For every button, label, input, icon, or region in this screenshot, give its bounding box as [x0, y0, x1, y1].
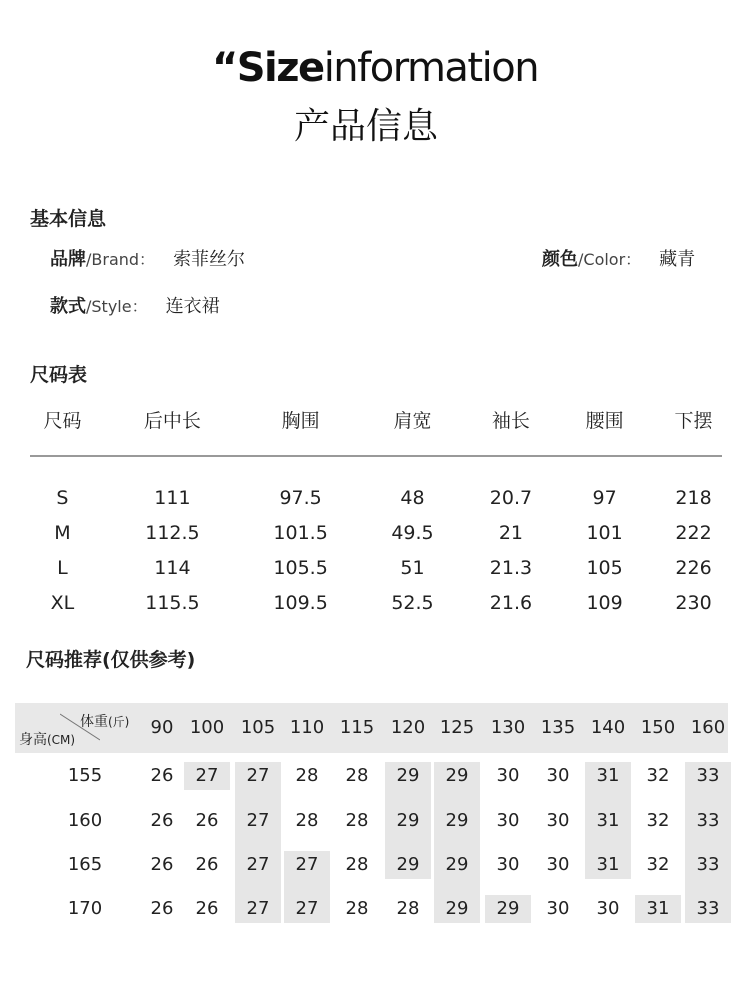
shade-connector — [685, 790, 731, 807]
waist-cell: 109 — [586, 591, 623, 614]
color-value: 藏青 — [659, 249, 696, 270]
bust-cell: 109.5 — [273, 591, 328, 614]
hem-cell: 230 — [675, 591, 712, 614]
shoulder-cell: 48 — [400, 486, 425, 509]
color-key: 颜色 — [542, 249, 578, 270]
sleeve-cell: 20.7 — [489, 486, 533, 509]
size-recommend-cell: 27 — [235, 895, 281, 923]
shade-connector — [385, 790, 431, 807]
size-recommend-cell: 30 — [496, 765, 520, 786]
size-recommend-cell: 29 — [485, 895, 531, 923]
size-recommend-cell: 33 — [685, 762, 731, 790]
size-recommend-cell: 27 — [284, 895, 330, 923]
weight-unit: (斤) — [108, 715, 130, 729]
title-quote: “ — [211, 45, 237, 91]
brand-key-en: /Brand： — [86, 250, 156, 269]
weight-col-header: 100 — [189, 717, 225, 738]
size-header: 尺码 — [43, 409, 82, 432]
shade-connector — [235, 790, 281, 807]
size-recommend-cell: 29 — [434, 895, 480, 923]
size-recommend-cell: 26 — [195, 810, 219, 831]
size-recommend-cell: 27 — [235, 807, 281, 835]
weight-label: 体重 — [80, 714, 108, 730]
size-recommend-cell: 29 — [385, 807, 431, 835]
size-recommend-cell: 30 — [496, 854, 520, 875]
page-title-en — [0, 45, 750, 91]
sleeve-header: 袖长 — [491, 409, 530, 432]
size-recommend-cell: 31 — [585, 851, 631, 879]
height-row-header: 155 — [67, 765, 103, 786]
waist-header: 腰围 — [585, 409, 624, 432]
sleeve-cell: 21.6 — [489, 591, 533, 614]
bust-cell: 101.5 — [273, 521, 328, 544]
size-recommend-cell: 30 — [546, 765, 570, 786]
weight-col-header: 105 — [240, 717, 276, 738]
back-length-cell: 115.5 — [145, 591, 200, 614]
size-recommend-cell: 28 — [345, 854, 369, 875]
shoulder-header: 肩宽 — [393, 409, 432, 432]
size-recommend-cell: 28 — [295, 810, 319, 831]
back-length-cell: 112.5 — [145, 521, 200, 544]
size-row — [18, 550, 738, 585]
shade-connector — [585, 835, 631, 851]
page-title-cn: 产品信息 — [293, 106, 438, 147]
waist-cell: 101 — [586, 521, 623, 544]
shoulder-cell: 49.5 — [391, 521, 434, 544]
shoulder-cell: 52.5 — [391, 591, 434, 614]
size-recommend-cell: 26 — [195, 898, 219, 919]
color-key-en: /Color： — [578, 250, 642, 269]
bust-cell: 105.5 — [273, 556, 328, 579]
size-recommend-cell: 30 — [546, 810, 570, 831]
back-length-header: 后中长 — [143, 409, 201, 432]
height-unit: (CM) — [47, 733, 76, 747]
shade-connector — [235, 879, 281, 895]
size-recommend-cell: 29 — [434, 807, 480, 835]
size-recommend-cell: 28 — [396, 898, 420, 919]
weight-col-header: 110 — [289, 717, 325, 738]
weight-col-header: 115 — [339, 717, 375, 738]
size-recommend-cell: 32 — [646, 810, 670, 831]
shade-connector — [685, 879, 731, 895]
title-bold: Size — [236, 45, 324, 91]
size-row — [18, 515, 738, 550]
size-cell: S — [56, 486, 69, 509]
waist-cell: 105 — [586, 556, 623, 579]
size-spacer-row — [18, 438, 738, 480]
size-cell: L — [57, 556, 68, 579]
bust-cell: 97.5 — [279, 486, 322, 509]
size-cell: XL — [50, 591, 75, 614]
size-recommend-cell: 29 — [385, 851, 431, 879]
weight-col-header: 135 — [540, 717, 576, 738]
size-recommend-cell: 28 — [345, 898, 369, 919]
size-recommend-cell: 26 — [195, 854, 219, 875]
shade-connector — [434, 790, 480, 807]
back-length-cell: 114 — [154, 556, 191, 579]
brand-key: 品牌 — [50, 249, 86, 270]
size-recommend-cell: 32 — [646, 765, 670, 786]
size-chart-header-row — [18, 400, 738, 438]
weight-col-header: 120 — [390, 717, 426, 738]
waist-cell: 97 — [592, 486, 617, 509]
size-recommend-cell: 26 — [150, 810, 174, 831]
weight-col-header: 150 — [640, 717, 676, 738]
hem-header: 下摆 — [674, 409, 713, 432]
style-value: 连衣裙 — [165, 296, 220, 317]
sleeve-cell: 21.3 — [489, 556, 533, 579]
size-recommend-cell: 27 — [235, 762, 281, 790]
back-length-cell: 111 — [154, 486, 191, 509]
height-row-header: 165 — [67, 854, 103, 875]
shade-connector — [585, 790, 631, 807]
size-recommend-cell: 29 — [434, 762, 480, 790]
size-recommend-cell: 26 — [150, 854, 174, 875]
shoulder-cell: 51 — [400, 556, 425, 579]
size-recommend-cell: 30 — [546, 854, 570, 875]
weight-col-header: 130 — [490, 717, 526, 738]
bust-header: 胸围 — [281, 409, 320, 432]
weight-col-header: 160 — [690, 717, 726, 738]
shade-connector — [434, 879, 480, 895]
recommend-heading: 尺码推荐(仅供参考) — [26, 649, 196, 671]
size-row — [18, 480, 738, 515]
height-axis-label — [19, 729, 75, 749]
size-recommend-cell: 30 — [596, 898, 620, 919]
size-recommend-cell: 26 — [150, 898, 174, 919]
size-recommend-cell: 33 — [685, 895, 731, 923]
size-row — [18, 585, 738, 620]
style-row — [50, 292, 220, 318]
height-row-header: 170 — [67, 898, 103, 919]
height-row-header: 160 — [67, 810, 103, 831]
size-recommend-cell: 32 — [646, 854, 670, 875]
color-row — [542, 245, 695, 271]
size-chart-table — [18, 400, 738, 620]
height-label: 身高 — [19, 732, 47, 748]
size-recommend-cell: 30 — [546, 898, 570, 919]
shade-connector — [284, 879, 330, 895]
shade-connector — [685, 835, 731, 851]
size-recommend-cell: 31 — [635, 895, 681, 923]
size-recommend-cell: 27 — [235, 851, 281, 879]
size-chart-heading: 尺码表 — [30, 364, 88, 386]
size-recommend-cell: 27 — [284, 851, 330, 879]
size-recommend-cell: 29 — [385, 762, 431, 790]
style-key: 款式 — [50, 296, 86, 317]
size-recommend-cell: 26 — [150, 765, 174, 786]
sleeve-cell: 21 — [498, 521, 524, 544]
size-recommend-cell: 33 — [685, 851, 731, 879]
size-recommend-cell: 29 — [434, 851, 480, 879]
brand-row — [50, 245, 245, 271]
weight-axis-label — [80, 711, 129, 731]
hem-cell: 222 — [675, 521, 712, 544]
size-recommend-cell: 31 — [585, 807, 631, 835]
size-recommend-cell: 28 — [295, 765, 319, 786]
weight-col-header: 90 — [150, 717, 174, 738]
hem-cell: 226 — [675, 556, 712, 579]
title-light: information — [323, 45, 539, 91]
hem-cell: 218 — [675, 486, 712, 509]
basic-info-heading: 基本信息 — [30, 208, 107, 230]
brand-value: 索菲丝尔 — [173, 249, 246, 270]
size-recommend-cell: 28 — [345, 765, 369, 786]
shade-connector — [235, 835, 281, 851]
size-recommend-cell: 30 — [496, 810, 520, 831]
shade-connector — [434, 835, 480, 851]
weight-col-header: 125 — [439, 717, 475, 738]
weight-col-header: 140 — [590, 717, 626, 738]
shade-connector — [385, 835, 431, 851]
size-recommend-cell: 33 — [685, 807, 731, 835]
style-key-en: /Style： — [86, 297, 148, 316]
size-cell: M — [54, 521, 71, 544]
size-recommend-cell: 27 — [184, 762, 230, 790]
size-recommend-cell: 28 — [345, 810, 369, 831]
size-recommend-cell: 31 — [585, 762, 631, 790]
